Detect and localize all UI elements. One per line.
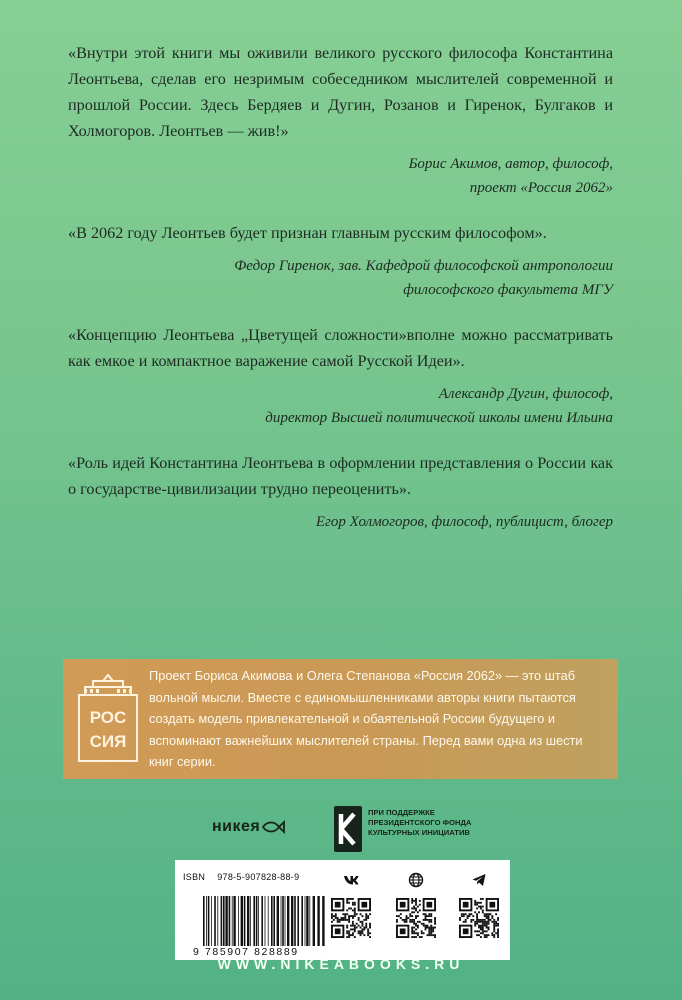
qr-code-vk — [331, 898, 371, 938]
isbn-value: 978-5-907828-88-9 — [217, 872, 300, 882]
fish-icon — [261, 819, 285, 835]
barcode-number: 9 785907 828889 — [193, 946, 299, 958]
web-icon — [408, 872, 424, 888]
quote-attribution — [68, 152, 613, 200]
quote-attribution — [68, 510, 613, 534]
quote-attribution — [68, 254, 613, 302]
quote-attribution — [68, 382, 613, 430]
qr-code-telegram — [459, 898, 499, 938]
logo-text-line1: РОС — [89, 708, 127, 727]
fund-text-line: ПРЕЗИДЕНТСКОГО ФОНДА — [368, 818, 472, 827]
rossiya-logo-icon — [75, 673, 141, 765]
isbn-line — [183, 872, 311, 882]
attribution-line: Александр Дугин, философ, — [438, 386, 613, 402]
quote-text: «Роль идей Константина Леонтьева в оформлении представления о России как о государстве-цивилизации трудно переоценить». — [68, 454, 613, 498]
logo-text-line2: СИЯ — [89, 732, 127, 751]
attribution-line: Борис Акимов, автор, философ, — [408, 156, 613, 172]
attribution-line: директор Высшей политической школы имени Ильина — [265, 410, 613, 426]
isbn-infobox — [175, 860, 510, 960]
quote-text: «Концепцию Леонтьева „Цветущей сложности»вполне можно рассматривать как емкое и компактное варажение самой Русской Идеи». — [68, 326, 613, 370]
attribution-line: проект «Россия 2062» — [469, 180, 613, 196]
quote-text: «В 2062 году Леонтьев будет признан главным русским философом». — [68, 224, 547, 242]
publisher-logo — [212, 818, 285, 836]
fund-text-line: ПРИ ПОДДЕРЖКЕ — [368, 808, 435, 817]
presidential-fund-logo-icon — [334, 806, 362, 852]
attribution-line: философского факультета МГУ — [403, 282, 613, 298]
attribution-line: Федор Гиренок, зав. Кафедрой философской антропологии — [234, 258, 613, 274]
website-url[interactable]: WWW.NIKEABOOKS.RU — [217, 956, 465, 972]
qr-code-web — [396, 898, 436, 938]
quote-dugin — [68, 322, 613, 430]
quote-text: «Внутри этой книги мы оживили великого русского философа Константина Леонтьева, сделав его незримым собеседником мыслителей современной и прошлой России. Здесь Бердяев и Дугин, Розанов и Гиренок, Булгаков и Холмогоров. Леонтьев — жив!» — [68, 44, 613, 140]
publisher-name: никея — [212, 818, 261, 835]
banner-text: Проект Бориса Акимова и Олега Степанова «Россия 2062» — это штаб вольной мысли. Вместе с единомышленниками авторы книги пытаются создать модель привлекательной и обаятельной России будущего и вспоминают важнейших мыслителей страны. Перед вами одна из шести книг серии. — [149, 668, 583, 769]
quotes-section — [68, 40, 613, 554]
fund-text-line: КУЛЬТУРНЫХ ИНИЦИАТИВ — [368, 828, 470, 837]
attribution-line: Егор Холмогоров, философ, публицист, блогер — [315, 514, 613, 530]
vk-icon — [343, 872, 359, 888]
isbn-label: ISBN — [183, 872, 206, 882]
quote-girenok — [68, 220, 613, 302]
quote-kholmogorov — [68, 450, 613, 534]
project-banner — [63, 659, 618, 779]
quote-akimov — [68, 40, 613, 200]
barcode — [203, 896, 325, 946]
telegram-icon — [471, 872, 487, 888]
fund-text — [368, 808, 471, 838]
